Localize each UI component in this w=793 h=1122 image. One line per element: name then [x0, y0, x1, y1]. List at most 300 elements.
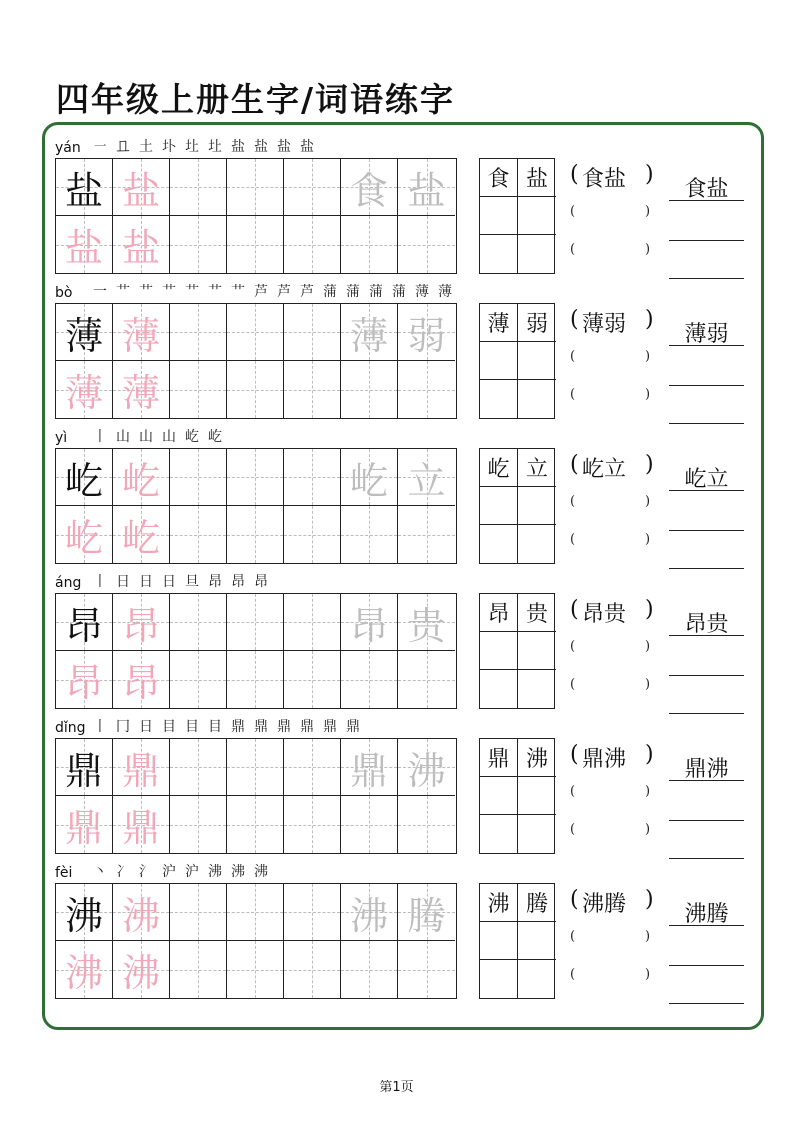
grid-cell[interactable]: [284, 304, 341, 361]
grid-cell[interactable]: [56, 651, 113, 708]
close-paren: ): [645, 887, 654, 912]
model-character: 盐: [64, 168, 103, 213]
trace-character: 薄: [121, 313, 160, 358]
stroke-step: 屹: [185, 429, 200, 445]
close-paren: ): [645, 494, 651, 509]
word-grid-cell[interactable]: [480, 235, 518, 273]
writing-grid: [55, 158, 457, 274]
close-paren: ): [645, 349, 651, 364]
pinyin-label: fèi: [55, 865, 73, 881]
grid-cell[interactable]: [341, 884, 398, 941]
close-paren: ): [645, 742, 654, 767]
stroke-step: 薄: [415, 284, 430, 300]
word-grid-cell[interactable]: 立: [518, 449, 556, 487]
grid-cell[interactable]: [227, 506, 284, 563]
grid-cell[interactable]: [398, 739, 455, 796]
word-grid-cell[interactable]: 沸: [518, 739, 556, 777]
stroke-step: 沪: [162, 864, 177, 880]
trace-character: 鼎: [64, 806, 103, 850]
grid-cell[interactable]: [341, 796, 398, 853]
word-grid-cell[interactable]: [518, 342, 556, 380]
word-grid-cell[interactable]: [480, 380, 518, 418]
stroke-step: 芦: [277, 284, 292, 300]
grid-cell[interactable]: [227, 159, 284, 216]
stroke-step: 昂: [254, 574, 269, 590]
trace-character: 鼎: [121, 806, 160, 850]
grid-cell[interactable]: [284, 216, 341, 273]
stroke-step: 蒲: [346, 284, 361, 300]
trace-character: 盐: [121, 226, 160, 270]
answer-line[interactable]: [669, 830, 744, 859]
grid-cell[interactable]: [56, 159, 113, 216]
practice-section: [55, 720, 755, 865]
grid-cell[interactable]: [398, 651, 455, 708]
grid-cell[interactable]: [398, 796, 455, 853]
grid-cell[interactable]: [56, 884, 113, 941]
grid-cell[interactable]: [56, 941, 113, 998]
grid-cell[interactable]: [398, 449, 455, 506]
grid-cell[interactable]: [284, 449, 341, 506]
stroke-step: 沸: [254, 864, 269, 880]
grid-cell[interactable]: [170, 884, 227, 941]
word-grid-cell[interactable]: [518, 777, 556, 815]
answer-line[interactable]: [669, 937, 744, 966]
grid-cell[interactable]: [284, 506, 341, 563]
stroke-step: 旦: [185, 574, 200, 590]
grid-cell[interactable]: [284, 796, 341, 853]
word-grid-cell[interactable]: [518, 487, 556, 525]
page-title: 四年级上册生字/词语练字: [56, 80, 456, 119]
word-grid: [479, 158, 555, 274]
bracket-word: 屹立: [582, 457, 627, 482]
grid-cell[interactable]: [113, 361, 170, 418]
trace-character: 昂: [349, 603, 388, 648]
open-paren: (: [570, 887, 579, 912]
model-character: 昂: [64, 603, 103, 648]
open-paren: (: [570, 967, 576, 982]
grid-cell[interactable]: [341, 739, 398, 796]
grid-cell[interactable]: [341, 216, 398, 273]
writing-grid: [55, 883, 457, 999]
grid-cell[interactable]: [170, 159, 227, 216]
stroke-step: 薄: [438, 284, 453, 300]
grid-cell[interactable]: [341, 594, 398, 651]
practice-section: [55, 285, 755, 430]
stroke-step: 日: [139, 719, 154, 735]
close-paren: ): [645, 677, 651, 692]
grid-cell[interactable]: [56, 361, 113, 418]
word-grid-cell[interactable]: [480, 922, 518, 960]
grid-cell[interactable]: [227, 884, 284, 941]
grid-cell[interactable]: [170, 941, 227, 998]
trace-character: 屹: [64, 516, 103, 560]
pinyin-label: bò: [55, 285, 73, 301]
stroke-step: 盐: [277, 139, 292, 155]
word-grid-cell[interactable]: [518, 815, 556, 853]
grid-cell[interactable]: [341, 506, 398, 563]
stroke-step: 目: [162, 719, 177, 735]
grid-cell[interactable]: [341, 304, 398, 361]
open-paren: (: [570, 742, 579, 767]
stroke-step: 土: [139, 139, 154, 155]
stroke-order: [93, 861, 277, 881]
grid-cell[interactable]: [56, 594, 113, 651]
grid-cell[interactable]: [398, 159, 455, 216]
grid-cell[interactable]: [398, 304, 455, 361]
grid-cell[interactable]: [398, 941, 455, 998]
stroke-step: 沪: [185, 864, 200, 880]
trace-character: 鼎: [349, 748, 388, 793]
word-grid-cell[interactable]: 鼎: [480, 739, 518, 777]
stroke-step: 𠀃: [116, 139, 131, 155]
trace-character: 屹: [349, 458, 388, 503]
trace-character: 沸: [349, 893, 388, 938]
answer-line[interactable]: [669, 647, 744, 676]
word-grid-cell[interactable]: [518, 922, 556, 960]
trace-character: 贵: [407, 603, 446, 648]
bracket-word: 昂贵: [582, 602, 627, 627]
stroke-step: 冫: [116, 864, 131, 880]
close-paren: ): [645, 597, 654, 622]
stroke-order: [93, 716, 369, 736]
trace-character: 薄: [64, 371, 103, 415]
practice-section: [55, 575, 755, 720]
grid-cell[interactable]: [113, 941, 170, 998]
word-grid-cell[interactable]: [480, 777, 518, 815]
stroke-step: 日: [139, 574, 154, 590]
word-grid-cell[interactable]: 沸: [480, 884, 518, 922]
trace-character: 食: [349, 168, 388, 213]
grid-cell[interactable]: [113, 449, 170, 506]
grid-cell[interactable]: [227, 361, 284, 418]
word-grid-cell[interactable]: [480, 197, 518, 235]
answer-line-filled[interactable]: 鼎沸: [669, 752, 744, 781]
model-character: 沸: [64, 893, 103, 938]
model-character: 屹: [64, 458, 103, 503]
stroke-step: 艹: [116, 284, 131, 300]
stroke-step: 圤: [162, 139, 177, 155]
close-paren: ): [645, 452, 654, 477]
grid-cell[interactable]: [341, 159, 398, 216]
grid-cell[interactable]: [56, 216, 113, 273]
trace-character: 立: [407, 458, 446, 503]
grid-cell[interactable]: [170, 651, 227, 708]
stroke-step: 芦: [300, 284, 315, 300]
word-grid-cell[interactable]: [518, 960, 556, 998]
close-paren: ): [645, 307, 654, 332]
grid-cell[interactable]: [227, 449, 284, 506]
stroke-step: 艹: [208, 284, 223, 300]
word-grid-cell[interactable]: 盐: [518, 159, 556, 197]
grid-cell[interactable]: [398, 361, 455, 418]
grid-cell[interactable]: [170, 361, 227, 418]
stroke-step: 目: [208, 719, 223, 735]
stroke-step: 鼎: [231, 719, 246, 735]
grid-cell[interactable]: [113, 304, 170, 361]
stroke-step: 目: [185, 719, 200, 735]
stroke-step: 丨: [93, 719, 108, 735]
stroke-step: 一: [93, 284, 108, 300]
stroke-order: [93, 571, 277, 591]
model-character: 薄: [64, 313, 103, 358]
close-paren: ): [645, 162, 654, 187]
bracket-word: 鼎沸: [582, 747, 627, 772]
trace-character: 盐: [407, 168, 446, 213]
word-grid-cell[interactable]: [518, 235, 556, 273]
grid-cell[interactable]: [341, 449, 398, 506]
word-grid: [479, 883, 555, 999]
page-number: 第1页: [379, 1080, 414, 1095]
stroke-step: 丨: [93, 574, 108, 590]
stroke-step: 山: [139, 429, 154, 445]
word-grid-cell[interactable]: [480, 960, 518, 998]
stroke-order: [93, 136, 323, 156]
open-paren: (: [570, 929, 576, 944]
open-paren: (: [570, 162, 579, 187]
stroke-step: 艹: [139, 284, 154, 300]
word-grid-cell[interactable]: [518, 197, 556, 235]
word-grid-cell[interactable]: [480, 815, 518, 853]
stroke-step: 鼎: [300, 719, 315, 735]
grid-cell[interactable]: [170, 216, 227, 273]
stroke-step: 沸: [231, 864, 246, 880]
open-paren: (: [570, 452, 579, 477]
answer-line[interactable]: [669, 212, 744, 241]
stroke-step: 艹: [185, 284, 200, 300]
practice-section: [55, 865, 755, 1010]
close-paren: ): [645, 532, 651, 547]
grid-cell[interactable]: [113, 796, 170, 853]
open-paren: (: [570, 639, 576, 654]
writing-grid: [55, 738, 457, 854]
trace-character: 盐: [64, 226, 103, 270]
close-paren: ): [645, 967, 651, 982]
stroke-step: 盐: [254, 139, 269, 155]
word-grid-cell[interactable]: 弱: [518, 304, 556, 342]
stroke-step: 盐: [231, 139, 246, 155]
trace-character: 薄: [121, 371, 160, 415]
stroke-step: 山: [116, 429, 131, 445]
stroke-step: 丨: [93, 429, 108, 445]
bracket-word: 薄弱: [582, 312, 627, 337]
open-paren: (: [570, 307, 579, 332]
grid-cell[interactable]: [284, 884, 341, 941]
pinyin-label: yì: [55, 430, 68, 446]
open-paren: (: [570, 597, 579, 622]
word-grid-cell[interactable]: [518, 670, 556, 708]
trace-character: 昂: [64, 661, 103, 705]
grid-cell[interactable]: [170, 594, 227, 651]
open-paren: (: [570, 822, 576, 837]
stroke-step: 日: [116, 574, 131, 590]
grid-cell[interactable]: [113, 216, 170, 273]
grid-cell[interactable]: [284, 159, 341, 216]
grid-cell[interactable]: [341, 651, 398, 708]
word-grid-cell[interactable]: [518, 380, 556, 418]
close-paren: ): [645, 784, 651, 799]
grid-cell[interactable]: [398, 506, 455, 563]
answer-line[interactable]: [669, 250, 744, 279]
word-grid-cell[interactable]: 薄: [480, 304, 518, 342]
stroke-step: 圵: [208, 139, 223, 155]
answer-line[interactable]: [669, 975, 744, 1004]
grid-cell[interactable]: [170, 449, 227, 506]
word-grid-cell[interactable]: [480, 342, 518, 380]
trace-character: 沸: [64, 951, 103, 995]
close-paren: ): [645, 204, 651, 219]
word-grid-cell[interactable]: [480, 525, 518, 563]
close-paren: ): [645, 387, 651, 402]
stroke-step: 盐: [300, 139, 315, 155]
trace-character: 屹: [121, 516, 160, 560]
stroke-step: 蒲: [392, 284, 407, 300]
word-grid-cell[interactable]: 腾: [518, 884, 556, 922]
word-grid-cell[interactable]: 贵: [518, 594, 556, 632]
grid-cell[interactable]: [56, 739, 113, 796]
answer-line-filled[interactable]: 食盐: [669, 172, 744, 201]
grid-cell[interactable]: [227, 304, 284, 361]
answer-line[interactable]: [669, 502, 744, 531]
pinyin-label: áng: [55, 575, 82, 591]
open-paren: (: [570, 677, 576, 692]
grid-cell[interactable]: [341, 941, 398, 998]
answer-line[interactable]: [669, 395, 744, 424]
grid-cell[interactable]: [56, 796, 113, 853]
stroke-step: 蒲: [369, 284, 384, 300]
grid-cell[interactable]: [284, 651, 341, 708]
grid-cell[interactable]: [56, 506, 113, 563]
bracket-word: 沸腾: [582, 892, 627, 917]
trace-character: 盐: [121, 168, 160, 213]
grid-cell[interactable]: [113, 884, 170, 941]
stroke-step: 冂: [116, 719, 131, 735]
grid-cell[interactable]: [56, 304, 113, 361]
open-paren: (: [570, 349, 576, 364]
model-character: 鼎: [64, 748, 103, 793]
trace-character: 腾: [407, 893, 446, 938]
open-paren: (: [570, 494, 576, 509]
stroke-step: 芦: [254, 284, 269, 300]
grid-cell[interactable]: [284, 941, 341, 998]
stroke-step: 山: [162, 429, 177, 445]
answer-line[interactable]: [669, 792, 744, 821]
word-grid-cell[interactable]: [518, 525, 556, 563]
grid-cell[interactable]: [284, 739, 341, 796]
answer-line-filled[interactable]: 屹立: [669, 462, 744, 491]
grid-cell[interactable]: [56, 449, 113, 506]
grid-cell[interactable]: [227, 941, 284, 998]
grid-cell[interactable]: [113, 159, 170, 216]
close-paren: ): [645, 242, 651, 257]
stroke-step: 艹: [162, 284, 177, 300]
trace-character: 屹: [121, 458, 160, 503]
grid-cell[interactable]: [227, 739, 284, 796]
trace-character: 昂: [121, 603, 160, 648]
stroke-step: 昂: [208, 574, 223, 590]
grid-cell[interactable]: [284, 594, 341, 651]
trace-character: 鼎: [121, 748, 160, 793]
word-grid-cell[interactable]: 食: [480, 159, 518, 197]
answer-line-filled[interactable]: 昂贵: [669, 607, 744, 636]
stroke-step: 鼎: [346, 719, 361, 735]
word-grid: [479, 448, 555, 564]
stroke-step: 氵: [139, 864, 154, 880]
stroke-step: 圵: [185, 139, 200, 155]
stroke-step: 日: [162, 574, 177, 590]
stroke-order: [93, 281, 461, 301]
stroke-step: 鼎: [277, 719, 292, 735]
pinyin-label: dǐng: [55, 720, 86, 736]
word-grid: [479, 593, 555, 709]
grid-cell[interactable]: [170, 506, 227, 563]
word-grid-cell[interactable]: [480, 670, 518, 708]
close-paren: ): [645, 929, 651, 944]
trace-character: 薄: [349, 313, 388, 358]
pinyin-label: yán: [55, 140, 81, 156]
grid-cell[interactable]: [113, 739, 170, 796]
stroke-step: ㇐: [93, 139, 108, 155]
trace-character: 弱: [407, 313, 446, 358]
grid-cell[interactable]: [113, 594, 170, 651]
word-grid-cell[interactable]: [518, 632, 556, 670]
grid-cell[interactable]: [398, 884, 455, 941]
word-grid-cell[interactable]: 屹: [480, 449, 518, 487]
stroke-order: [93, 426, 231, 446]
grid-cell[interactable]: [341, 361, 398, 418]
writing-grid: [55, 303, 457, 419]
open-paren: (: [570, 387, 576, 402]
grid-cell[interactable]: [398, 594, 455, 651]
answer-line-filled[interactable]: 薄弱: [669, 317, 744, 346]
grid-cell[interactable]: [170, 796, 227, 853]
grid-cell[interactable]: [113, 651, 170, 708]
grid-cell[interactable]: [227, 651, 284, 708]
answer-line-filled[interactable]: 沸腾: [669, 897, 744, 926]
word-grid-cell[interactable]: 昂: [480, 594, 518, 632]
writing-grid: [55, 448, 457, 564]
stroke-step: 沸: [208, 864, 223, 880]
word-grid: [479, 303, 555, 419]
word-grid-cell[interactable]: [480, 632, 518, 670]
stroke-step: 蒲: [323, 284, 338, 300]
open-paren: (: [570, 784, 576, 799]
grid-cell[interactable]: [227, 796, 284, 853]
answer-line[interactable]: [669, 540, 744, 569]
stroke-step: 鼎: [323, 719, 338, 735]
practice-section: [55, 140, 755, 285]
open-paren: (: [570, 242, 576, 257]
answer-line[interactable]: [669, 685, 744, 714]
trace-character: 昂: [121, 661, 160, 705]
grid-cell[interactable]: [113, 506, 170, 563]
grid-cell[interactable]: [284, 361, 341, 418]
bracket-word: 食盐: [582, 167, 627, 192]
word-grid-cell[interactable]: [480, 487, 518, 525]
stroke-step: 昂: [231, 574, 246, 590]
trace-character: 沸: [407, 748, 446, 793]
grid-cell[interactable]: [170, 739, 227, 796]
stroke-step: 艹: [231, 284, 246, 300]
grid-cell[interactable]: [170, 304, 227, 361]
grid-cell[interactable]: [227, 594, 284, 651]
grid-cell[interactable]: [398, 216, 455, 273]
writing-grid: [55, 593, 457, 709]
stroke-step: 鼎: [254, 719, 269, 735]
answer-line[interactable]: [669, 357, 744, 386]
trace-character: 沸: [121, 893, 160, 938]
close-paren: ): [645, 822, 651, 837]
grid-cell[interactable]: [227, 216, 284, 273]
